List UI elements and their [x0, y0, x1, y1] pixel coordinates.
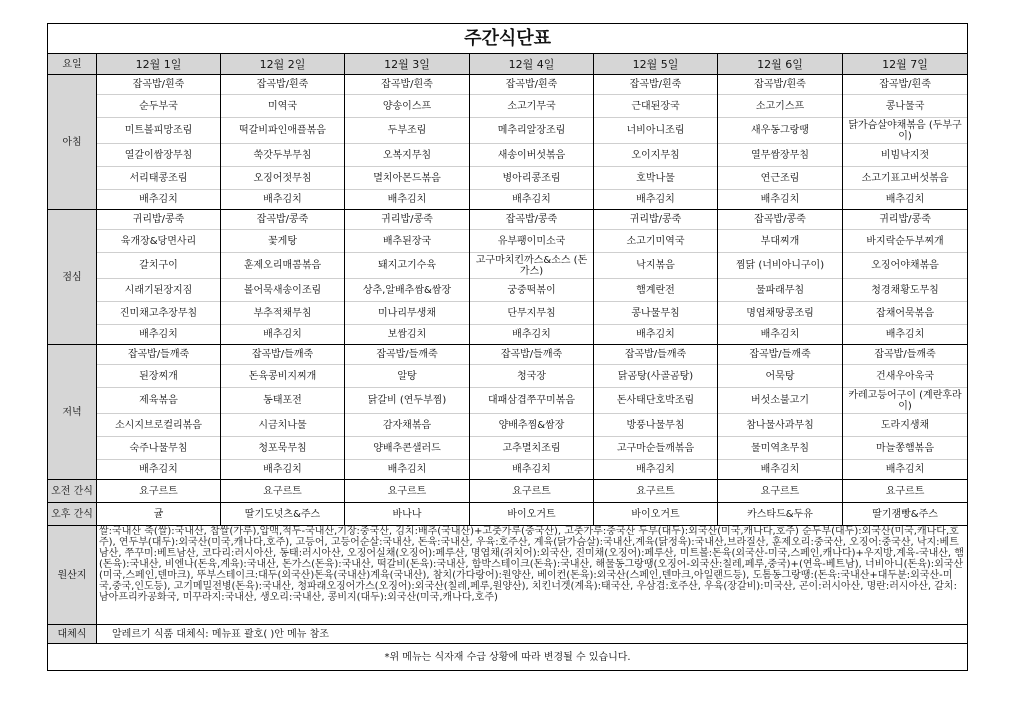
- menu-cell: 귀리밥/콩죽: [97, 210, 221, 230]
- menu-cell: 물미역초무침: [718, 437, 843, 460]
- origin-row: [48, 526, 968, 625]
- menu-cell: 배추김치: [470, 190, 594, 210]
- menu-cell: 귀리밥/콩죽: [843, 210, 968, 230]
- menu-cell: 바지락순두부찌개: [843, 230, 968, 253]
- menu-cell: 연근조림: [718, 167, 843, 190]
- menu-cell: 오징어야채볶음: [843, 253, 968, 279]
- menu-cell: 상추,알배추쌈&쌈장: [345, 279, 470, 302]
- menu-cell: 버섯소불고기: [718, 388, 843, 414]
- lunch-row-5: [48, 302, 968, 325]
- menu-cell: 청국장: [470, 365, 594, 388]
- menu-cell: 햄계란전: [594, 279, 718, 302]
- menu-cell: 참나물사과무침: [718, 414, 843, 437]
- menu-cell: 배추김치: [470, 325, 594, 345]
- menu-cell: 유부팽이미소국: [470, 230, 594, 253]
- menu-cell: 귀리밥/콩죽: [345, 210, 470, 230]
- menu-cell: 된장찌개: [97, 365, 221, 388]
- menu-cell: 미역국: [221, 95, 345, 118]
- menu-cell: 양배추찜&쌈장: [470, 414, 594, 437]
- date-header-7: 12월 7일: [843, 54, 968, 75]
- menu-cell: 잡곡밥/흰죽: [594, 75, 718, 95]
- menu-cell: 배추김치: [843, 190, 968, 210]
- snack-cell: 요구르트: [718, 480, 843, 503]
- menu-cell: 소고기스프: [718, 95, 843, 118]
- menu-cell: 콩나물무침: [594, 302, 718, 325]
- menu-cell: 양배추콘샐러드: [345, 437, 470, 460]
- menu-cell: 닭가슴살야채볶음 (두부구이): [843, 118, 968, 144]
- menu-cell: 꽃게탕: [221, 230, 345, 253]
- menu-cell: 너비아니조림: [594, 118, 718, 144]
- lunch-row-3: [48, 253, 968, 279]
- snack-cell: 바이오거트: [594, 503, 718, 526]
- menu-cell: 소시지브로컬리볶음: [97, 414, 221, 437]
- lunch-row-6: [48, 325, 968, 345]
- menu-cell: 잡곡밥/들깨죽: [97, 345, 221, 365]
- lunch-row-4: [48, 279, 968, 302]
- menu-cell: 잡곡밥/들깨죽: [594, 345, 718, 365]
- lunch-label: 점심: [48, 210, 97, 345]
- menu-cell: 청경채황도무침: [843, 279, 968, 302]
- morning-snack-label: 오전 간식: [48, 480, 97, 503]
- menu-cell: 비빔낙지젓: [843, 144, 968, 167]
- substitution-row: [48, 625, 968, 644]
- dinner-row-5: [48, 437, 968, 460]
- afternoon-snack-label: 오후 간식: [48, 503, 97, 526]
- menu-cell: 배추김치: [221, 460, 345, 480]
- menu-cell: 제육볶음: [97, 388, 221, 414]
- date-header-4: 12월 4일: [470, 54, 594, 75]
- menu-cell: 오복지무침: [345, 144, 470, 167]
- menu-cell: 배추김치: [718, 325, 843, 345]
- menu-cell: 새우동그랑땡: [718, 118, 843, 144]
- menu-cell: 보쌈김치: [345, 325, 470, 345]
- menu-cell: 돈사태단호박조림: [594, 388, 718, 414]
- date-header-3: 12월 3일: [345, 54, 470, 75]
- menu-cell: 메추리알장조림: [470, 118, 594, 144]
- menu-cell: 소고기무국: [470, 95, 594, 118]
- substitution-text: 알레르기 식품 대체식: 메뉴표 괄호( )안 메뉴 참조: [97, 625, 968, 644]
- dinner-row-2: [48, 365, 968, 388]
- breakfast-row-5: [48, 167, 968, 190]
- menu-cell: 진미채고추장무침: [97, 302, 221, 325]
- menu-cell: 배추김치: [843, 325, 968, 345]
- date-header-6: 12월 6일: [718, 54, 843, 75]
- dinner-row-4: [48, 414, 968, 437]
- menu-cell: 배추김치: [594, 325, 718, 345]
- dinner-label: 저녁: [48, 345, 97, 480]
- menu-cell: 순두부국: [97, 95, 221, 118]
- menu-cell: 닭갈비 (연두부찜): [345, 388, 470, 414]
- menu-cell: 잡곡밥/흰죽: [221, 75, 345, 95]
- menu-cell: 잡곡밥/흰죽: [345, 75, 470, 95]
- breakfast-row-6: [48, 190, 968, 210]
- menu-cell: 쑥갓두부무침: [221, 144, 345, 167]
- menu-cell: 배추김치: [345, 190, 470, 210]
- date-header-5: 12월 5일: [594, 54, 718, 75]
- menu-cell: 육개장&당면사리: [97, 230, 221, 253]
- menu-cell: 잡곡밥/들깨죽: [843, 345, 968, 365]
- menu-cell: 알탕: [345, 365, 470, 388]
- origin-text: 쌀:국내산 죽(쌀):국내산, 찹쌀(가루),압맥,적두-국내산,기장:중국산, 김치:배추(국내산)+고춧가루(중국산), 고춧가루:중국산 두부(대두):외국산(미국,캐나다,호주) 순두부(대두):외국산(미국,캐나다,호주), 연두부(대두):외국산(미국,캐나다,호주), 고등어, 고등어순살:국내산, 돈육:국내산, 우육:호주산, 계육(닭가슴살):국내산,계육(닭정육):국내산,브라질산, 훈제오리:중국산, 오징어:중국산, 낙지:베트남산, 쭈꾸미:베트남산, 코다리:러시아산, 동태:러시아산, 오징어실채(오징어):페루산, 명엽채(쥐치어):외국산, 진미채(오징어):페루산, 미트볼:돈육(외국산-미국,스페인,캐나다)+우지방,계육-국내산, 햄(돈육):국내산, 비엔나(돈육,계육):국내산, 돈가스(돈육):국내산, 떡갈비(돈육):국내산, 함박스테이크(돈육):국내산, 해물동그랑땡(오징어-외국산:칠레,페루,중국)+(연육-베트남), 너비아니(돈육):외국산(미국,스페인,덴마크), 뚜부스테이크:대두(외국산)돈육(국내산)계육(국내산), 참치(가다랑어):원양산, 베이컨(돈육):외국산(스페인,덴마크,아일랜드등), 도톰동그랑땡:(돈육:국내산+대두분:외국산-미국,중국,인도등), 고기메밀전병(돈육):국내산, 청파래오징어가스(오징어):외국산(칠레,페루,원양산), 치킨너겟(계육):태국산, 우삼겹:호주산, 우육(장갈비):미국산, 곤이:러시아산, 명란:러시아산, 갈치:남아프리카공화국, 미꾸라지:국내산, 생오리:국내산, 콩비지(대두):외국산(미국,캐나다,호주): [97, 526, 968, 625]
- menu-cell: 미나리무생채: [345, 302, 470, 325]
- day-label: 요일: [48, 54, 97, 75]
- menu-cell: 떡갈비파인애플볶음: [221, 118, 345, 144]
- menu-cell: 새송이버섯볶음: [470, 144, 594, 167]
- snack-cell: 요구르트: [97, 480, 221, 503]
- menu-cell: 두부조림: [345, 118, 470, 144]
- snack-cell: 딸기도넛츠&주스: [221, 503, 345, 526]
- menu-cell: 근대된장국: [594, 95, 718, 118]
- date-header-row: [48, 54, 968, 75]
- menu-cell: 고구마치킨까스&소스 (돈가스): [470, 253, 594, 279]
- footnote-text: *위 메뉴는 식자재 수급 상황에 따라 변경될 수 있습니다.: [48, 644, 968, 671]
- menu-cell: 돈육콩비지찌개: [221, 365, 345, 388]
- menu-cell: 잡곡밥/콩죽: [221, 210, 345, 230]
- menu-cell: 시래기된장지짐: [97, 279, 221, 302]
- lunch-row-1: [48, 210, 968, 230]
- menu-cell: 귀리밥/콩죽: [594, 210, 718, 230]
- weekly-menu-sheet: [47, 23, 967, 671]
- page-title: 주간식단표: [48, 24, 968, 54]
- snack-cell: 바나나: [345, 503, 470, 526]
- menu-cell: 건새우아욱국: [843, 365, 968, 388]
- menu-cell: 도라지생채: [843, 414, 968, 437]
- menu-cell: 대패삼겹쭈꾸미볶음: [470, 388, 594, 414]
- breakfast-row-4: [48, 144, 968, 167]
- snack-cell: 요구르트: [470, 480, 594, 503]
- menu-cell: 잡곡밥/흰죽: [718, 75, 843, 95]
- breakfast-row-3: [48, 118, 968, 144]
- snack-cell: 귤: [97, 503, 221, 526]
- snack-cell: 바이오거트: [470, 503, 594, 526]
- menu-cell: 열무쌈장무침: [718, 144, 843, 167]
- dinner-row-1: [48, 345, 968, 365]
- snack-cell: 요구르트: [345, 480, 470, 503]
- menu-cell: 배추김치: [221, 190, 345, 210]
- snack-cell: 요구르트: [594, 480, 718, 503]
- menu-cell: 멸치아몬드볶음: [345, 167, 470, 190]
- menu-cell: 잡곡밥/흰죽: [97, 75, 221, 95]
- substitution-label: 대체식: [48, 625, 97, 644]
- menu-cell: 마늘쫑햄볶음: [843, 437, 968, 460]
- menu-cell: 배추김치: [345, 460, 470, 480]
- menu-cell: 낙지볶음: [594, 253, 718, 279]
- dinner-row-6: [48, 460, 968, 480]
- menu-cell: 볼어묵새송이조림: [221, 279, 345, 302]
- menu-cell: 배추김치: [718, 190, 843, 210]
- menu-cell: 시금치나물: [221, 414, 345, 437]
- menu-cell: 열갈이쌈장무침: [97, 144, 221, 167]
- menu-cell: 카레고등어구이 (계란후라이): [843, 388, 968, 414]
- menu-cell: 오이지무침: [594, 144, 718, 167]
- breakfast-row-2: [48, 95, 968, 118]
- menu-cell: 동태포전: [221, 388, 345, 414]
- snack-cell: 카스타드&두유: [718, 503, 843, 526]
- menu-cell: 잡곡밥/흰죽: [470, 75, 594, 95]
- menu-table-body: [48, 24, 968, 671]
- menu-cell: 잡곡밥/들깨죽: [470, 345, 594, 365]
- footnote-row: [48, 644, 968, 671]
- date-header-1: 12월 1일: [97, 54, 221, 75]
- menu-cell: 훈제오리매콤볶음: [221, 253, 345, 279]
- menu-cell: 서리태콩조림: [97, 167, 221, 190]
- menu-cell: 잡곡밥/들깨죽: [718, 345, 843, 365]
- menu-cell: 미트볼피망조림: [97, 118, 221, 144]
- snack-cell: 요구르트: [843, 480, 968, 503]
- menu-cell: 잡곡밥/들깨죽: [221, 345, 345, 365]
- menu-cell: 호박나물: [594, 167, 718, 190]
- menu-cell: 소고기표고버섯볶음: [843, 167, 968, 190]
- afternoon-snack-row: [48, 503, 968, 526]
- menu-cell: 단무지무침: [470, 302, 594, 325]
- menu-cell: 배추김치: [843, 460, 968, 480]
- menu-cell: 방풍나물무침: [594, 414, 718, 437]
- lunch-row-2: [48, 230, 968, 253]
- menu-cell: 갈치구이: [97, 253, 221, 279]
- snack-cell: 딸기잼빵&주스: [843, 503, 968, 526]
- dinner-row-3: [48, 388, 968, 414]
- menu-cell: 배추된장국: [345, 230, 470, 253]
- menu-cell: 청포묵무침: [221, 437, 345, 460]
- morning-snack-row: [48, 480, 968, 503]
- menu-cell: 배추김치: [97, 460, 221, 480]
- snack-cell: 요구르트: [221, 480, 345, 503]
- menu-cell: 오징어젓무침: [221, 167, 345, 190]
- menu-cell: 궁중떡볶이: [470, 279, 594, 302]
- menu-cell: 콩나물국: [843, 95, 968, 118]
- weekly-menu-table: [47, 23, 968, 671]
- menu-cell: 배추김치: [470, 460, 594, 480]
- menu-cell: 찜닭 (너비아니구이): [718, 253, 843, 279]
- menu-cell: 닭곰탕(사골곰탕): [594, 365, 718, 388]
- menu-cell: 잡곡밥/흰죽: [843, 75, 968, 95]
- menu-cell: 돼지고기수육: [345, 253, 470, 279]
- menu-cell: 배추김치: [221, 325, 345, 345]
- menu-cell: 부추적채무침: [221, 302, 345, 325]
- menu-cell: 양송이스프: [345, 95, 470, 118]
- menu-cell: 배추김치: [97, 325, 221, 345]
- menu-cell: 숙주나물무침: [97, 437, 221, 460]
- menu-cell: 고추멸치조림: [470, 437, 594, 460]
- menu-cell: 물파래무침: [718, 279, 843, 302]
- menu-cell: 명엽채땅콩조림: [718, 302, 843, 325]
- breakfast-row-1: [48, 75, 968, 95]
- menu-cell: 배추김치: [718, 460, 843, 480]
- menu-cell: 고구마순들깨볶음: [594, 437, 718, 460]
- menu-cell: 부대찌개: [718, 230, 843, 253]
- menu-cell: 잡곡밥/콩죽: [470, 210, 594, 230]
- menu-cell: 잡곡밥/들깨죽: [345, 345, 470, 365]
- menu-cell: 감자채볶음: [345, 414, 470, 437]
- menu-cell: 배추김치: [97, 190, 221, 210]
- menu-cell: 잡채어묵볶음: [843, 302, 968, 325]
- menu-cell: 잡곡밥/콩죽: [718, 210, 843, 230]
- menu-cell: 배추김치: [594, 190, 718, 210]
- date-header-2: 12월 2일: [221, 54, 345, 75]
- menu-cell: 어묵탕: [718, 365, 843, 388]
- menu-cell: 소고기미역국: [594, 230, 718, 253]
- origin-label: 원산지: [48, 526, 97, 625]
- breakfast-label: 아침: [48, 75, 97, 210]
- menu-cell: 병아리콩조림: [470, 167, 594, 190]
- menu-cell: 배추김치: [594, 460, 718, 480]
